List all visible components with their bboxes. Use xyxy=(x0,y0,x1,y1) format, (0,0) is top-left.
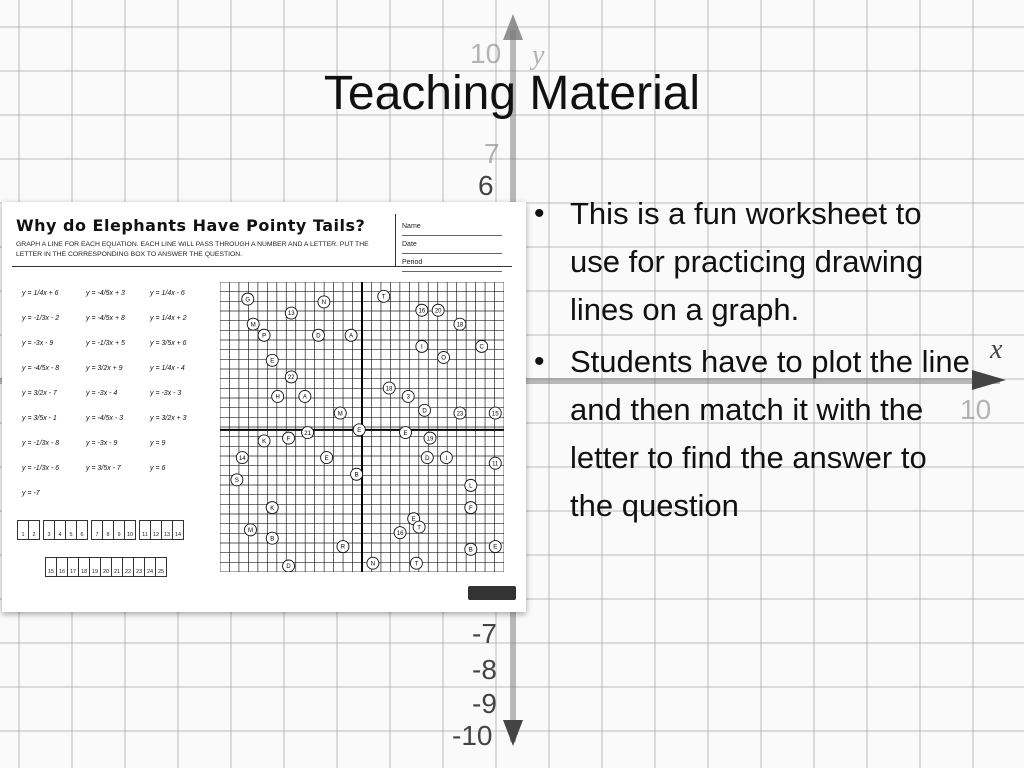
grid-marker xyxy=(454,407,466,419)
grid-marker-label: E xyxy=(324,455,329,462)
grid-marker xyxy=(283,560,295,572)
student-fields xyxy=(402,218,502,272)
bullet-item: • Students have to plot the line and then match it with the letter to find the answer to the question xyxy=(530,338,970,530)
slide-title: Teaching Material xyxy=(323,67,701,120)
equation: y = -4/5x + 3 xyxy=(86,290,125,297)
grid-marker-label: P xyxy=(262,333,267,340)
equation: y = -3x - 4 xyxy=(86,390,118,397)
grid-marker xyxy=(489,407,501,419)
grid-marker xyxy=(378,290,390,302)
grid-marker-label: G xyxy=(245,297,251,304)
answer-box: 11 xyxy=(139,520,151,540)
grid-marker xyxy=(266,532,278,544)
answer-box: 20 xyxy=(100,557,112,577)
y-axis-arrow-up xyxy=(503,14,523,40)
grid-marker xyxy=(465,543,477,555)
grid-marker-label: R xyxy=(340,544,346,551)
grid-marker-label: 19 xyxy=(426,436,434,443)
equation: y = -4/5x + 8 xyxy=(86,315,125,322)
answer-box: 14 xyxy=(172,520,184,540)
answer-box: 16 xyxy=(56,557,68,577)
worksheet-instructions: GRAPH A LINE FOR EACH EQUATION. EACH LINE WILL PASS THROUGH A NUMBER AND A LETTER. PUT THE LETTER IN THE CORRESPONDING BOX TO ANSWER THE QUESTION. xyxy=(16,241,369,258)
equation: y = -1/3x + 5 xyxy=(86,340,125,347)
date-field: Date xyxy=(402,236,502,254)
grid-marker xyxy=(231,474,243,486)
answer-box-group xyxy=(92,520,136,540)
grid-marker xyxy=(247,318,259,330)
grid-marker xyxy=(440,452,452,464)
grid-marker-label: D xyxy=(425,455,430,462)
grid-marker xyxy=(266,502,278,514)
license-badge xyxy=(468,586,516,600)
grid-marker-label: 23 xyxy=(456,411,464,418)
grid-marker xyxy=(476,340,488,352)
equation: y = 1/4x + 2 xyxy=(150,315,187,322)
grid-marker-label: H xyxy=(275,394,280,401)
answer-boxes-row-2 xyxy=(46,557,167,577)
y-tick-label: 10 xyxy=(470,38,502,69)
grid-marker xyxy=(402,390,414,402)
grid-marker-label: O xyxy=(441,355,446,362)
grid-marker xyxy=(465,502,477,514)
grid-marker xyxy=(272,390,284,402)
header-divider xyxy=(395,214,396,266)
equation: y = 3/5x - 7 xyxy=(86,465,121,472)
equation: y = 1/4x - 6 xyxy=(150,290,185,297)
answer-box: 12 xyxy=(150,520,162,540)
grid-marker-label: 13 xyxy=(287,311,295,318)
answer-box: 2 xyxy=(28,520,40,540)
grid-marker-label: B xyxy=(270,536,275,543)
answer-box: 3 xyxy=(43,520,55,540)
y-tick-label: -10 xyxy=(452,720,493,751)
grid-marker-label: E xyxy=(403,430,408,437)
equation: y = -3x - 9 xyxy=(22,340,54,347)
grid-marker-label: E xyxy=(357,427,362,434)
grid-marker xyxy=(351,468,363,480)
grid-marker xyxy=(299,390,311,402)
equation: y = -4/5x - 3 xyxy=(86,415,124,422)
grid-marker xyxy=(312,329,324,341)
grid-marker-label: 3 xyxy=(406,394,410,401)
grid-marker-label: D xyxy=(422,408,427,415)
bullet-item: • This is a fun worksheet to use for practicing drawing lines on a graph. xyxy=(530,190,970,334)
worksheet-image xyxy=(2,202,526,612)
answer-box: 19 xyxy=(89,557,101,577)
grid-marker xyxy=(367,557,379,569)
grid-marker-label: N xyxy=(321,300,327,307)
grid-marker-label: 18 xyxy=(385,386,393,393)
y-axis-label: y xyxy=(532,40,545,71)
equation: y = 3/5x + 6 xyxy=(150,340,187,347)
grid-marker xyxy=(419,404,431,416)
grid-marker xyxy=(266,354,278,366)
grid-marker xyxy=(283,432,295,444)
x-axis-arrow-right xyxy=(972,370,1006,390)
bullet-list xyxy=(530,190,970,534)
grid-marker-label: T xyxy=(381,294,386,301)
grid-marker xyxy=(244,524,256,536)
y-tick-label: -8 xyxy=(472,654,497,685)
x-axis-label: x xyxy=(990,334,1003,365)
grid-marker xyxy=(258,329,270,341)
answer-box: 24 xyxy=(144,557,156,577)
answer-box: 10 xyxy=(124,520,136,540)
equation: y = 3/5x - 1 xyxy=(22,415,57,422)
grid-marker xyxy=(321,452,333,464)
answer-box: 4 xyxy=(54,520,66,540)
equation: y = -3x - 9 xyxy=(86,440,118,447)
answer-box: 8 xyxy=(102,520,114,540)
answer-box-group xyxy=(140,520,184,540)
answer-box: 9 xyxy=(113,520,125,540)
grid-marker-label: D xyxy=(316,333,321,340)
answer-box: 13 xyxy=(161,520,173,540)
grid-marker-label: T xyxy=(414,561,419,568)
grid-marker-label: 14 xyxy=(238,455,246,462)
grid-marker-label: A xyxy=(349,333,354,340)
grid-marker-label: M xyxy=(337,411,343,418)
y-tick-label: 6 xyxy=(478,170,494,201)
grid-marker xyxy=(353,424,365,436)
equation: y = 3/2x - 7 xyxy=(22,390,57,397)
answer-box: 7 xyxy=(91,520,103,540)
grid-marker xyxy=(424,432,436,444)
grid-marker-label: B xyxy=(468,547,473,554)
equation: y = -3x - 3 xyxy=(150,390,182,397)
x-tick-label: 10 xyxy=(960,394,992,425)
grid-marker xyxy=(394,527,406,539)
grid-marker xyxy=(410,557,422,569)
grid-marker xyxy=(416,340,428,352)
grid-marker-label: 16 xyxy=(396,530,404,537)
grid-marker-label: M xyxy=(247,528,253,535)
grid-marker xyxy=(236,452,248,464)
grid-marker xyxy=(438,352,450,364)
y-tick-label: -7 xyxy=(472,618,497,649)
grid-marker-label: A xyxy=(302,394,307,401)
grid-marker xyxy=(383,382,395,394)
grid-marker-label: F xyxy=(468,505,473,512)
grid-marker xyxy=(337,541,349,553)
y-axis-arrow-down xyxy=(503,720,523,746)
name-field: Name xyxy=(402,218,502,236)
grid-marker xyxy=(318,296,330,308)
grid-marker xyxy=(416,304,428,316)
equation: y = -1/3x - 6 xyxy=(22,465,60,472)
grid-marker xyxy=(432,304,444,316)
answer-box: 18 xyxy=(78,557,90,577)
grid-marker-label: 20 xyxy=(434,308,442,315)
equation: y = -1/3x - 2 xyxy=(22,315,60,322)
grid-marker-label: D xyxy=(286,564,291,571)
grid-marker-label: M xyxy=(250,322,256,329)
grid-marker-label: 11 xyxy=(492,461,499,468)
grid-marker xyxy=(454,318,466,330)
equation: y = 3/2x + 9 xyxy=(86,365,123,372)
answer-box: 17 xyxy=(67,557,79,577)
grid-marker xyxy=(489,541,501,553)
worksheet-title: Why do Elephants Have Pointy Tails? xyxy=(16,216,366,235)
grid-marker-label: 21 xyxy=(304,430,311,437)
grid-marker xyxy=(285,371,297,383)
grid-marker xyxy=(400,427,412,439)
answer-box: 15 xyxy=(45,557,57,577)
grid-marker-label: K xyxy=(270,505,275,512)
equation: y = -7 xyxy=(22,490,40,497)
grid-marker-label: S xyxy=(234,478,239,485)
grid-marker-label: 15 xyxy=(491,411,499,418)
grid-marker-label: N xyxy=(370,561,376,568)
equation: y = -1/3x - 8 xyxy=(22,440,60,447)
y-tick-label: -9 xyxy=(472,688,497,719)
answer-box: 1 xyxy=(17,520,29,540)
grid-marker-label: F xyxy=(286,436,291,443)
grid-marker xyxy=(345,329,357,341)
answer-box: 25 xyxy=(155,557,167,577)
period-field: Period xyxy=(402,254,502,272)
equation: y = -4/5x - 8 xyxy=(22,365,60,372)
grid-marker-label: 22 xyxy=(287,375,295,382)
answer-boxes-row-1 xyxy=(18,520,184,540)
answer-box-group xyxy=(44,520,88,540)
equation: y = 1/4x + 6 xyxy=(22,290,59,297)
answer-box: 5 xyxy=(65,520,77,540)
grid-marker-label: E xyxy=(270,358,275,365)
grid-marker-label: E xyxy=(493,544,498,551)
y-tick-label: 7 xyxy=(484,138,500,169)
header-rule xyxy=(12,266,512,267)
grid-marker-label: B xyxy=(354,472,359,479)
grid-marker xyxy=(258,435,270,447)
grid-marker-label: I xyxy=(445,455,448,462)
equation: y = 9 xyxy=(150,440,166,447)
coordinate-grid xyxy=(220,282,504,572)
answer-box: 6 xyxy=(76,520,88,540)
grid-marker-label: 16 xyxy=(418,308,426,315)
grid-marker-label: C xyxy=(479,344,484,351)
grid-marker xyxy=(334,407,346,419)
grid-marker xyxy=(489,457,501,469)
grid-marker-label: T xyxy=(417,525,421,532)
grid-marker-label: K xyxy=(262,439,267,446)
equation: y = 3/2x + 3 xyxy=(150,415,187,422)
grid-marker-label: 18 xyxy=(456,322,464,329)
answer-box: 23 xyxy=(133,557,145,577)
grid-marker-label: L xyxy=(469,483,473,490)
answer-box-group xyxy=(18,520,40,540)
answer-box: 21 xyxy=(111,557,123,577)
grid-marker-label: I xyxy=(421,344,423,351)
equation: y = 1/4x - 4 xyxy=(150,365,185,372)
grid-marker xyxy=(285,307,297,319)
answer-box: 22 xyxy=(122,557,134,577)
grid-marker-label: E xyxy=(411,516,416,523)
equation: y = 6 xyxy=(150,465,166,472)
grid-marker xyxy=(465,479,477,491)
grid-marker xyxy=(242,293,254,305)
grid-marker xyxy=(413,521,425,533)
grid-marker xyxy=(421,452,433,464)
grid-marker xyxy=(302,427,314,439)
